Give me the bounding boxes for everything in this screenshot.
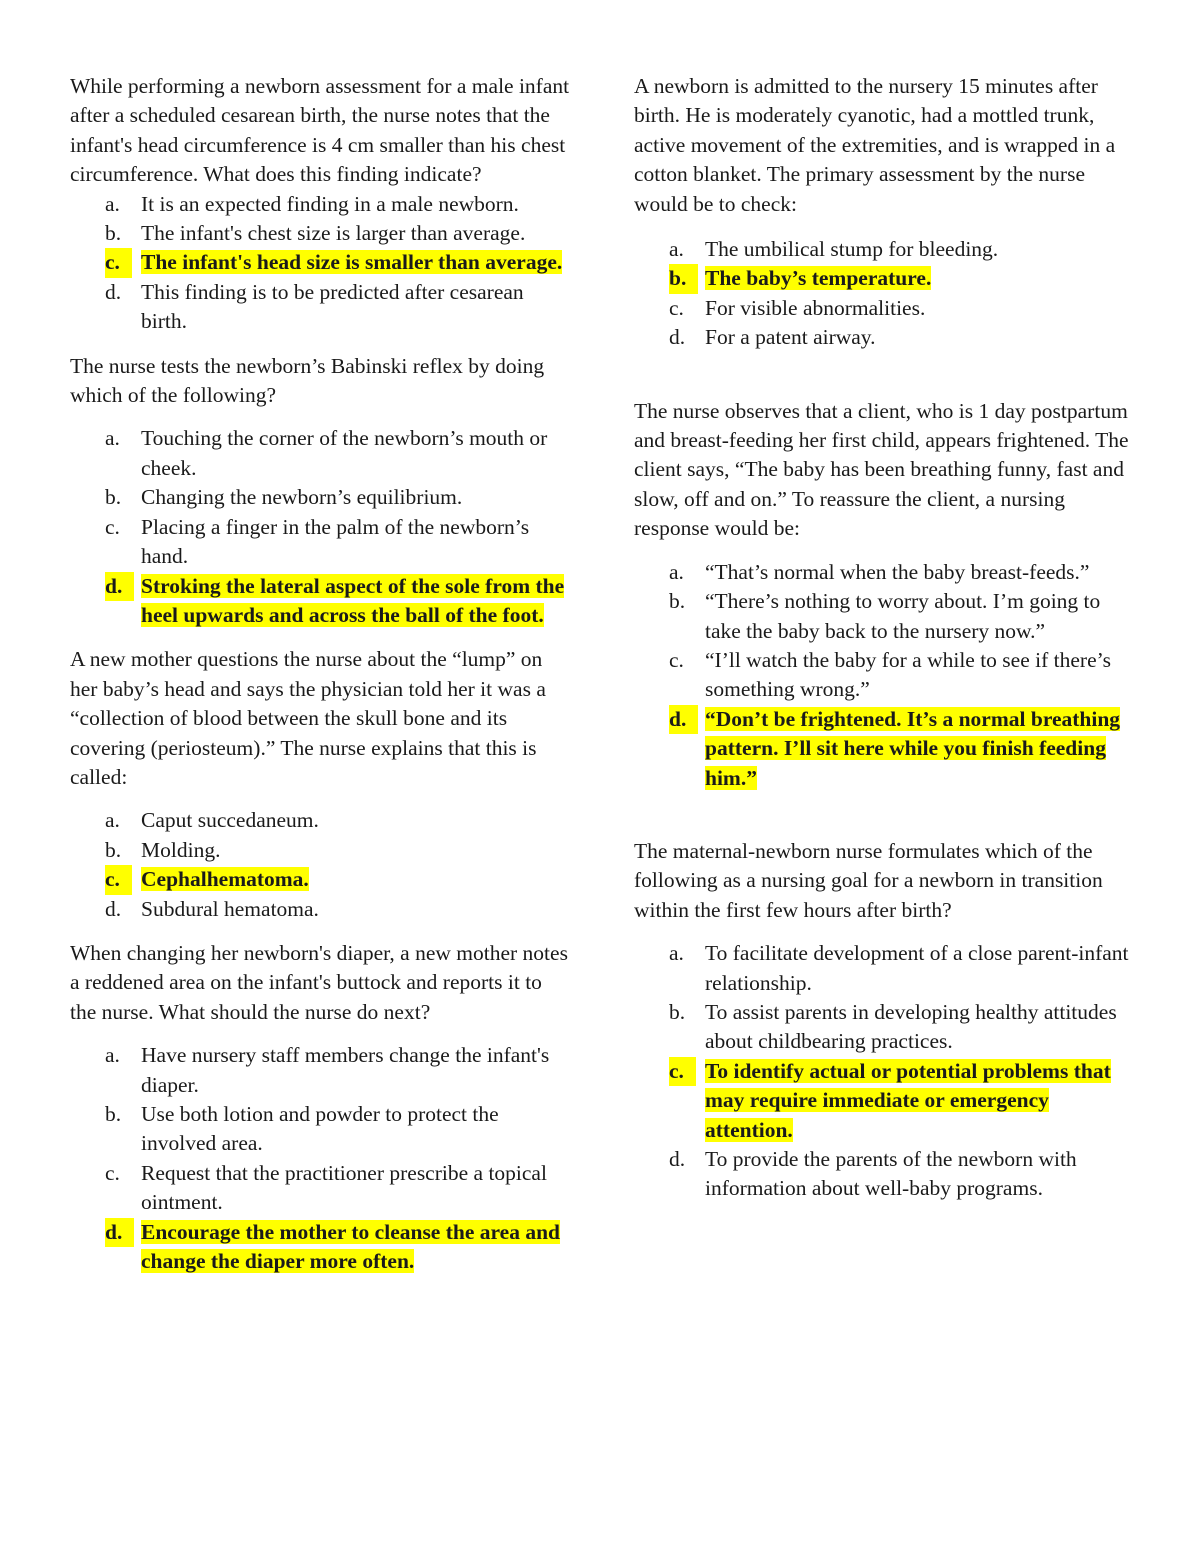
option-letter: b.	[669, 589, 686, 614]
option-text-highlighted: Cephalhematoma.	[141, 867, 309, 892]
option-b	[70, 1100, 570, 1159]
option-a	[634, 558, 1134, 587]
option-text: It is an expected finding in a male newborn.	[141, 191, 519, 216]
option-letter: d.	[105, 896, 122, 921]
option-letter: b.	[105, 837, 122, 862]
option-text-highlighted: To identify actual or potential problems that may require immediate or emergency attention.	[705, 1058, 1111, 1142]
option-text: “I’ll watch the baby for a while to see if there’s something wrong.”	[705, 647, 1111, 702]
option-c	[634, 646, 1134, 705]
option-text: Changing the newborn’s equilibrium.	[141, 485, 463, 510]
option-text: Request that the practitioner prescribe a topical ointment.	[141, 1160, 547, 1215]
question-block	[70, 352, 570, 631]
option-d-correct-answer	[634, 705, 1134, 793]
option-text: This finding is to be predicted after cesarean birth.	[141, 279, 524, 334]
question-block	[70, 645, 570, 924]
option-text: To provide the parents of the newborn with information about well-baby programs.	[705, 1147, 1077, 1201]
option-text: To facilitate development of a close parent-infant relationship.	[705, 941, 1129, 995]
question-block	[70, 939, 570, 1276]
option-text: Molding.	[141, 837, 221, 862]
option-text: To assist parents in developing healthy attitudes about childbearing practices.	[705, 999, 1117, 1054]
option-text-highlighted: The infant's head size is smaller than average.	[141, 250, 563, 275]
option-letter: b.	[669, 264, 698, 293]
option-letter: d.	[669, 1147, 686, 1171]
option-c	[634, 294, 1134, 323]
answer-options	[70, 806, 570, 924]
option-text-highlighted: Encourage the mother to cleanse the area and change the diaper more often.	[141, 1219, 560, 1274]
question-text: The nurse tests the newborn’s Babinski reflex by doing which of the following?	[70, 353, 545, 408]
right-column	[634, 72, 1134, 1204]
option-d-correct-answer	[70, 572, 570, 631]
answer-options	[634, 939, 1134, 1204]
option-d	[634, 323, 1134, 352]
option-a	[70, 190, 570, 219]
option-letter: c.	[669, 647, 684, 672]
option-letter: a.	[669, 941, 684, 966]
option-text: For a patent airway.	[705, 325, 876, 350]
option-letter: d.	[105, 279, 122, 304]
question-text: The nurse observes that a client, who is 1 day postpartum and breast-feeding her first child, appears frightened. The client says, “The baby has been breathing funny, fast and slow, off and on.” To reassure the client, a nursing response would be:	[634, 398, 1129, 541]
option-b	[70, 836, 570, 865]
option-letter: d.	[105, 572, 134, 601]
option-letter: b.	[105, 485, 122, 510]
option-b	[634, 587, 1134, 646]
question-block	[634, 837, 1134, 1204]
answer-options	[70, 190, 570, 337]
option-d-correct-answer	[70, 1218, 570, 1277]
option-text: Caput succedaneum.	[141, 808, 319, 833]
option-letter: c.	[669, 1057, 696, 1086]
option-letter: b.	[669, 999, 686, 1024]
option-text: The umbilical stump for bleeding.	[705, 237, 999, 262]
option-text: Placing a finger in the palm of the newborn’s hand.	[141, 514, 530, 569]
option-text-highlighted: Stroking the lateral aspect of the sole from the heel upwards and across the ball of the foot.	[141, 573, 565, 627]
option-c-correct-answer	[70, 248, 570, 277]
option-a	[70, 1041, 570, 1100]
option-letter: a.	[669, 559, 684, 584]
option-text: Touching the corner of the newborn’s mouth or cheek.	[141, 426, 548, 480]
question-text: The maternal-newborn nurse formulates which of the following as a nursing goal for a newborn in transition within the first few hours after birth?	[634, 838, 1103, 922]
option-letter: a.	[669, 237, 684, 262]
option-letter: d.	[669, 325, 686, 350]
option-b	[634, 998, 1134, 1057]
option-d	[70, 278, 570, 337]
question-text: While performing a newborn assessment for a male infant after a scheduled cesarean birth, the nurse notes that the infant's head circumference is 4 cm smaller than his chest circumference. What does this finding indicate?	[70, 74, 570, 187]
option-a	[634, 939, 1134, 998]
option-a	[70, 424, 570, 483]
option-letter: c.	[105, 514, 120, 539]
option-letter: a.	[105, 191, 120, 216]
option-letter: c.	[105, 865, 132, 894]
left-column	[70, 72, 570, 1276]
option-b	[70, 483, 570, 512]
option-c-correct-answer	[634, 1057, 1134, 1145]
option-c	[70, 513, 570, 572]
option-b	[70, 219, 570, 248]
option-a	[634, 235, 1134, 264]
answer-options	[634, 558, 1134, 793]
option-text: The infant's chest size is larger than average.	[141, 221, 526, 246]
option-letter: c.	[105, 1160, 120, 1185]
option-d	[70, 895, 570, 924]
option-letter: d.	[105, 1218, 134, 1247]
question-block	[70, 72, 570, 337]
option-text: Have nursery staff members change the infant's diaper.	[141, 1043, 550, 1097]
question-text: When changing her newborn's diaper, a new mother notes a reddened area on the infant's buttock and reports it to the nurse. What should the nurse do next?	[70, 940, 568, 1024]
option-text: Use both lotion and powder to protect the involved area.	[141, 1102, 499, 1156]
option-a	[70, 806, 570, 835]
option-text: Subdural hematoma.	[141, 896, 319, 921]
answer-options	[70, 424, 570, 630]
answer-options	[70, 1041, 570, 1276]
option-letter: a.	[105, 808, 120, 833]
question-text: A new mother questions the nurse about the “lump” on her baby’s head and says the physician told her it was a “collection of blood between the skull bone and its covering (periosteum).” The nurse explains that this is called:	[70, 647, 546, 789]
option-letter: d.	[669, 705, 698, 734]
option-letter: c.	[105, 248, 132, 277]
option-letter: b.	[105, 221, 122, 246]
option-text-highlighted: The baby’s temperature.	[705, 266, 932, 291]
option-text: “That’s normal when the baby breast-feeds.”	[705, 559, 1090, 584]
option-text: For visible abnormalities.	[705, 295, 926, 320]
option-letter: a.	[105, 1043, 120, 1068]
option-d	[634, 1145, 1134, 1204]
question-text: A newborn is admitted to the nursery 15 minutes after birth. He is moderately cyanotic, had a mottled trunk, active movement of the extremities, and is wrapped in a cotton blanket. The primary assessment by the nurse would be to check:	[634, 74, 1116, 216]
question-block	[634, 72, 1134, 353]
option-c-correct-answer	[70, 865, 570, 894]
option-b-correct-answer	[634, 264, 1134, 293]
option-letter: c.	[669, 295, 684, 320]
question-block	[634, 397, 1134, 793]
option-c	[70, 1159, 570, 1218]
option-letter: a.	[105, 426, 120, 451]
answer-options	[634, 235, 1134, 353]
option-text-highlighted: “Don’t be frightened. It’s a normal breathing pattern. I’ll sit here while you finish feeding him.”	[705, 706, 1121, 790]
option-text: “There’s nothing to worry about. I’m going to take the baby back to the nursery now.”	[705, 589, 1101, 643]
option-letter: b.	[105, 1102, 122, 1126]
